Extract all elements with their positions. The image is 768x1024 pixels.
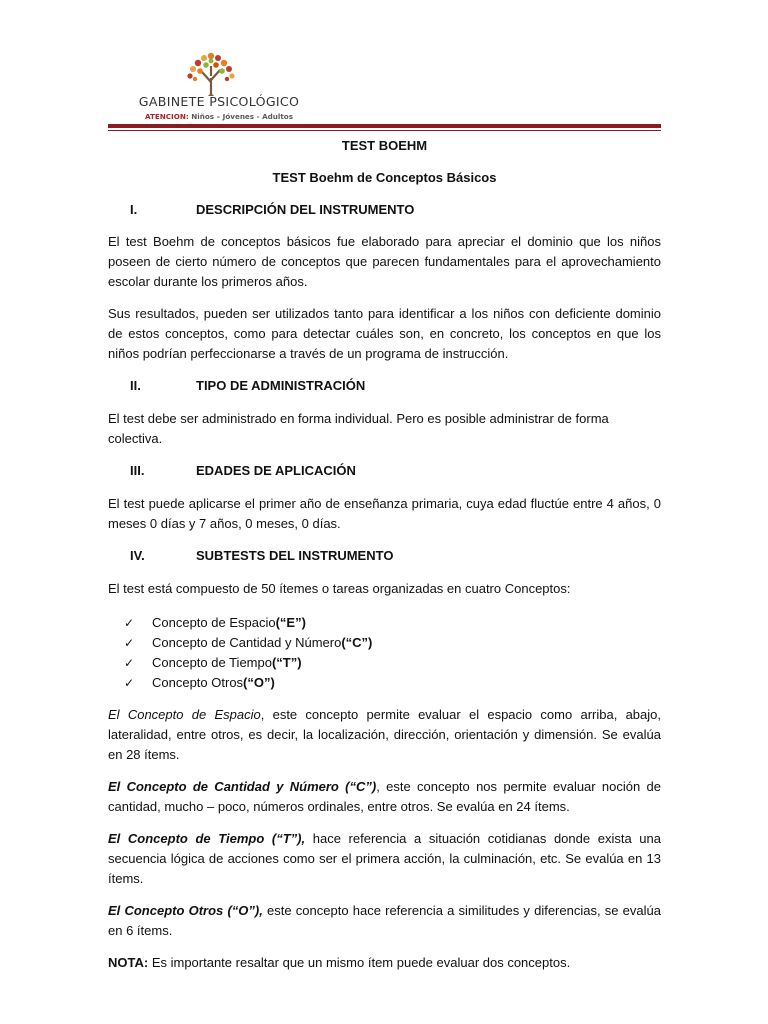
section-number: III. [130, 463, 145, 478]
concept-code: (“E”) [275, 615, 306, 630]
paragraph: El test está compuesto de 50 ítemes o tareas organizadas en cuatro Conceptos: [108, 581, 571, 596]
tree-icon [180, 48, 242, 98]
list-item [124, 633, 661, 653]
paragraph: El test Boehm de conceptos básicos fue elaborado para apreciar el dominio que los niños poseen de cierto número de conceptos que parecen fundamentales para el aprovechamiento escolar durante los primeros años. [108, 234, 661, 289]
description-lead: El Concepto de Tiempo (“T”), [108, 831, 306, 846]
checkmark-icon: ✓ [124, 616, 135, 630]
section-number: I. [130, 202, 138, 217]
list-item [124, 673, 661, 693]
concept-label: Concepto Otros [152, 675, 244, 690]
section-title: EDADES DE APLICACIÓN [196, 463, 356, 478]
paragraph: El test puede aplicarse el primer año de enseñanza primaria, cuya edad fluctúe entre 4 años, 0 meses 0 días y 7 años, 0 meses, 0 días. [108, 496, 661, 531]
section-number: II. [130, 378, 141, 393]
concept-code: (“T”) [271, 655, 302, 670]
document-body [108, 136, 661, 973]
checkmark-icon: ✓ [124, 656, 135, 670]
section-title: DESCRIPCIÓN DEL INSTRUMENTO [196, 202, 415, 217]
concept-description [108, 777, 661, 817]
brand-name: GABINETE PSICOLÓGICO [138, 94, 300, 109]
checkmark-icon: ✓ [124, 676, 135, 690]
header-rule-thin [108, 130, 661, 131]
section-number: IV. [130, 548, 145, 563]
section-title: SUBTESTS DEL INSTRUMENTO [196, 548, 394, 563]
tagline-prefix: ATENCION: [144, 112, 189, 121]
paragraph: Sus resultados, pueden ser utilizados tanto para identificar a los niños con deficiente dominio de estos conceptos, como para detectar cuáles son, en concreto, los conceptos en que los niños podrían perfeccionarse a través de un programa de instrucción. [108, 306, 661, 361]
section-heading-4 [108, 546, 661, 566]
concept-description [108, 829, 661, 889]
description-lead: El Concepto de Espacio [108, 707, 261, 722]
concept-code: (“C”) [341, 635, 373, 650]
document-title: TEST BOEHM [341, 138, 428, 153]
list-item [124, 613, 661, 633]
description-text: hace referencia a situación cotidianas donde exista una secuencia lógica de acciones como ser el primera acción, la culminación, etc. Se evalúa en 13 ítems. [108, 831, 661, 886]
concept-checklist [108, 613, 661, 693]
tagline-rest: Niños – Jóvenes - Adultos [188, 112, 294, 121]
section-heading-3 [108, 461, 661, 481]
description-text: , este concepto permite evaluar el espacio como arriba, abajo, lateralidad, entre otros, es decir, la localización, dirección, orientación y dimensión. Se evalúa en 28 ítems. [108, 707, 661, 762]
concept-label: Concepto de Tiempo [152, 655, 272, 670]
concept-code: (“O”) [243, 675, 275, 690]
note-label: NOTA: [108, 955, 149, 970]
section-heading-2 [108, 376, 661, 396]
checkmark-icon: ✓ [124, 636, 135, 650]
concept-description [108, 705, 661, 765]
concept-description [108, 901, 661, 941]
paragraph: El test debe ser administrado en forma individual. Pero es posible administrar de forma colectiva. [108, 411, 609, 446]
list-item [124, 653, 661, 673]
description-lead: El Concepto Otros (“O”), [108, 903, 263, 918]
header-rule-thick [108, 124, 661, 128]
brand-tagline [124, 112, 314, 121]
description-text: este concepto hace referencia a similitudes y diferencias, se evalúa en 6 ítems. [108, 903, 661, 938]
document-subtitle: TEST Boehm de Conceptos Básicos [272, 170, 497, 185]
description-text: , este concepto nos permite evaluar noción de cantidad, mucho – poco, números ordinales, entre otros. Se evalúa en 24 ítems. [108, 779, 661, 814]
note [108, 953, 661, 973]
concept-label: Concepto de Cantidad y Número [152, 635, 342, 650]
concept-label: Concepto de Espacio [152, 615, 276, 630]
note-text: Es importante resaltar que un mismo ítem puede evaluar dos conceptos. [148, 955, 571, 970]
section-title: TIPO DE ADMINISTRACIÓN [196, 378, 366, 393]
description-lead: El Concepto de Cantidad y Número (“C”) [108, 779, 377, 794]
section-heading-1 [108, 200, 661, 220]
